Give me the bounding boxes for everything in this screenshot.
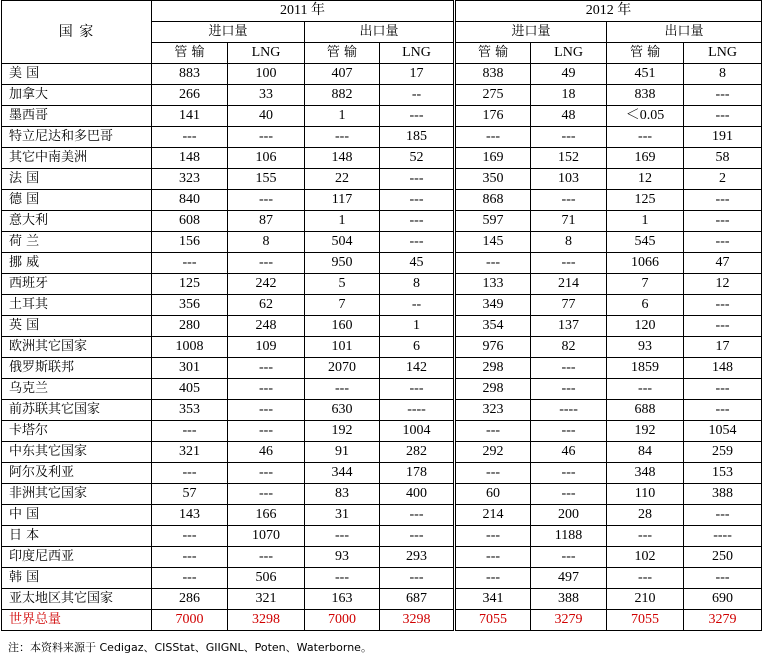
- value-cell: 545: [607, 232, 684, 253]
- country-cell: 其它中南美洲: [2, 148, 152, 169]
- value-cell: 8: [531, 232, 607, 253]
- value-cell: 137: [531, 316, 607, 337]
- table-row: [2, 589, 762, 610]
- value-cell: 200: [531, 505, 607, 526]
- value-cell: ---: [531, 127, 607, 148]
- value-cell: 46: [531, 442, 607, 463]
- header-row-years: [2, 1, 762, 22]
- value-cell: ---: [684, 295, 762, 316]
- table-row: [2, 568, 762, 589]
- table-row: [2, 64, 762, 85]
- import-2012-header: 进口量: [455, 22, 607, 43]
- table-row: [2, 232, 762, 253]
- value-cell: ---: [531, 379, 607, 400]
- value-cell: 141: [152, 106, 228, 127]
- value-cell: ---: [455, 421, 531, 442]
- table-row: [2, 379, 762, 400]
- value-cell: 103: [531, 169, 607, 190]
- table-row: [2, 295, 762, 316]
- country-cell: 韩 国: [2, 568, 152, 589]
- value-cell: ---: [380, 190, 455, 211]
- value-cell: 504: [305, 232, 380, 253]
- value-cell: 5: [305, 274, 380, 295]
- value-cell: ---: [380, 106, 455, 127]
- value-cell: 49: [531, 64, 607, 85]
- value-cell: 160: [305, 316, 380, 337]
- value-cell: 87: [228, 211, 305, 232]
- value-cell: 1004: [380, 421, 455, 442]
- value-cell: ----: [380, 400, 455, 421]
- country-cell: 墨西哥: [2, 106, 152, 127]
- table-row: [2, 421, 762, 442]
- value-cell: 950: [305, 253, 380, 274]
- value-cell: ----: [531, 400, 607, 421]
- country-cell: 阿尔及利亚: [2, 463, 152, 484]
- value-cell: 451: [607, 64, 684, 85]
- value-cell: 152: [531, 148, 607, 169]
- value-cell: ---: [684, 211, 762, 232]
- country-cell: 土耳其: [2, 295, 152, 316]
- value-cell: 71: [531, 211, 607, 232]
- value-cell: 321: [152, 442, 228, 463]
- value-cell: 840: [152, 190, 228, 211]
- value-cell: 1008: [152, 337, 228, 358]
- value-cell: 341: [455, 589, 531, 610]
- value-cell: 323: [455, 400, 531, 421]
- table-row: [2, 505, 762, 526]
- value-cell: 348: [607, 463, 684, 484]
- country-cell: 印度尼西亚: [2, 547, 152, 568]
- value-cell: 91: [305, 442, 380, 463]
- country-cell: 英 国: [2, 316, 152, 337]
- value-cell: 60: [455, 484, 531, 505]
- total-label: 世界总量: [2, 610, 152, 631]
- value-cell: 400: [380, 484, 455, 505]
- gas-trade-table-container: [1, 0, 761, 631]
- value-cell: 2: [684, 169, 762, 190]
- value-cell: ---: [684, 400, 762, 421]
- value-cell: 28: [607, 505, 684, 526]
- value-cell: 192: [305, 421, 380, 442]
- value-cell: 110: [607, 484, 684, 505]
- value-cell: 1054: [684, 421, 762, 442]
- value-cell: 145: [455, 232, 531, 253]
- table-row: [2, 253, 762, 274]
- value-cell: ---: [152, 421, 228, 442]
- value-cell: 52: [380, 148, 455, 169]
- value-cell: 58: [684, 148, 762, 169]
- value-cell: 248: [228, 316, 305, 337]
- total-value-cell: 3279: [684, 610, 762, 631]
- value-cell: 349: [455, 295, 531, 316]
- gas-trade-table: [1, 0, 762, 631]
- value-cell: ---: [228, 400, 305, 421]
- value-cell: 83: [305, 484, 380, 505]
- value-cell: 48: [531, 106, 607, 127]
- table-row: [2, 274, 762, 295]
- value-cell: 156: [152, 232, 228, 253]
- table-row: [2, 442, 762, 463]
- country-cell: 欧洲其它国家: [2, 337, 152, 358]
- value-cell: ---: [531, 253, 607, 274]
- value-cell: 214: [531, 274, 607, 295]
- value-cell: ---: [684, 316, 762, 337]
- value-cell: 688: [607, 400, 684, 421]
- value-cell: 597: [455, 211, 531, 232]
- value-cell: ---: [228, 463, 305, 484]
- value-cell: 353: [152, 400, 228, 421]
- value-cell: 298: [455, 379, 531, 400]
- value-cell: 242: [228, 274, 305, 295]
- value-cell: 12: [684, 274, 762, 295]
- country-cell: 亚太地区其它国家: [2, 589, 152, 610]
- value-cell: 148: [305, 148, 380, 169]
- value-cell: 31: [305, 505, 380, 526]
- lng-header: LNG: [684, 43, 762, 64]
- export-2011-header: 出口量: [305, 22, 455, 43]
- value-cell: --: [380, 295, 455, 316]
- value-cell: 102: [607, 547, 684, 568]
- value-cell: ---: [305, 526, 380, 547]
- pipe-header: 管 输: [455, 43, 531, 64]
- value-cell: ---: [684, 505, 762, 526]
- import-2011-header: 进口量: [152, 22, 305, 43]
- value-cell: 344: [305, 463, 380, 484]
- value-cell: ---: [607, 127, 684, 148]
- value-cell: 321: [228, 589, 305, 610]
- value-cell: 153: [684, 463, 762, 484]
- year-2011-header: 2011 年: [152, 1, 455, 22]
- value-cell: 176: [455, 106, 531, 127]
- pipe-header: 管 输: [305, 43, 380, 64]
- value-cell: ---: [455, 127, 531, 148]
- value-cell: 214: [455, 505, 531, 526]
- value-cell: 17: [684, 337, 762, 358]
- export-2012-header: 出口量: [607, 22, 762, 43]
- country-cell: 法 国: [2, 169, 152, 190]
- value-cell: ---: [380, 169, 455, 190]
- value-cell: 286: [152, 589, 228, 610]
- table-row: [2, 337, 762, 358]
- table-row: [2, 358, 762, 379]
- value-cell: 33: [228, 85, 305, 106]
- value-cell: ---: [152, 547, 228, 568]
- value-cell: 185: [380, 127, 455, 148]
- table-row: [2, 85, 762, 106]
- country-cell: 中 国: [2, 505, 152, 526]
- value-cell: 883: [152, 64, 228, 85]
- value-cell: 407: [305, 64, 380, 85]
- value-cell: 82: [531, 337, 607, 358]
- value-cell: 148: [152, 148, 228, 169]
- value-cell: 46: [228, 442, 305, 463]
- value-cell: ---: [455, 463, 531, 484]
- table-row: [2, 463, 762, 484]
- value-cell: ---: [380, 211, 455, 232]
- value-cell: 45: [380, 253, 455, 274]
- value-cell: 17: [380, 64, 455, 85]
- value-cell: 84: [607, 442, 684, 463]
- value-cell: ---: [684, 568, 762, 589]
- country-cell: 非洲其它国家: [2, 484, 152, 505]
- value-cell: 1: [380, 316, 455, 337]
- value-cell: 57: [152, 484, 228, 505]
- value-cell: 93: [305, 547, 380, 568]
- lng-header: LNG: [228, 43, 305, 64]
- value-cell: ---: [152, 568, 228, 589]
- value-cell: ---: [684, 85, 762, 106]
- value-cell: 687: [380, 589, 455, 610]
- pipe-header: 管 输: [607, 43, 684, 64]
- country-cell: 德 国: [2, 190, 152, 211]
- value-cell: 292: [455, 442, 531, 463]
- country-cell: 挪 威: [2, 253, 152, 274]
- value-cell: 93: [607, 337, 684, 358]
- value-cell: ---: [607, 379, 684, 400]
- country-cell: 美 国: [2, 64, 152, 85]
- value-cell: ---: [684, 379, 762, 400]
- table-row: [2, 169, 762, 190]
- value-cell: ---: [152, 526, 228, 547]
- total-row: [2, 610, 762, 631]
- value-cell: 210: [607, 589, 684, 610]
- value-cell: ---: [380, 526, 455, 547]
- value-cell: ---: [305, 568, 380, 589]
- value-cell: 8: [684, 64, 762, 85]
- value-cell: ---: [531, 484, 607, 505]
- value-cell: 120: [607, 316, 684, 337]
- value-cell: ---: [305, 379, 380, 400]
- table-row: [2, 484, 762, 505]
- value-cell: --: [380, 85, 455, 106]
- value-cell: 143: [152, 505, 228, 526]
- source-note: 注：本资料来源于 Cedigaz、CISStat、GIIGNL、Poten、Waterborne。: [8, 641, 372, 654]
- country-cell: 前苏联其它国家: [2, 400, 152, 421]
- table-row: [2, 190, 762, 211]
- value-cell: 388: [531, 589, 607, 610]
- value-cell: ---: [152, 253, 228, 274]
- value-cell: 259: [684, 442, 762, 463]
- country-cell: 加拿大: [2, 85, 152, 106]
- value-cell: 838: [607, 85, 684, 106]
- value-cell: 280: [152, 316, 228, 337]
- value-cell: 47: [684, 253, 762, 274]
- value-cell: 1: [607, 211, 684, 232]
- value-cell: ---: [380, 568, 455, 589]
- value-cell: 608: [152, 211, 228, 232]
- value-cell: 100: [228, 64, 305, 85]
- value-cell: ---: [684, 106, 762, 127]
- table-row: [2, 127, 762, 148]
- value-cell: ---: [455, 547, 531, 568]
- value-cell: ---: [228, 358, 305, 379]
- pipe-header: 管 输: [152, 43, 228, 64]
- value-cell: 1: [305, 211, 380, 232]
- value-cell: 497: [531, 568, 607, 589]
- value-cell: 354: [455, 316, 531, 337]
- value-cell: 882: [305, 85, 380, 106]
- value-cell: ---: [228, 547, 305, 568]
- value-cell: ---: [455, 253, 531, 274]
- value-cell: 169: [607, 148, 684, 169]
- value-cell: ---: [531, 358, 607, 379]
- value-cell: 405: [152, 379, 228, 400]
- table-row: [2, 526, 762, 547]
- value-cell: 7: [305, 295, 380, 316]
- value-cell: 77: [531, 295, 607, 316]
- value-cell: 250: [684, 547, 762, 568]
- value-cell: 976: [455, 337, 531, 358]
- total-value-cell: 7055: [455, 610, 531, 631]
- value-cell: 109: [228, 337, 305, 358]
- value-cell: ---: [455, 526, 531, 547]
- value-cell: 1188: [531, 526, 607, 547]
- value-cell: ---: [531, 463, 607, 484]
- value-cell: 133: [455, 274, 531, 295]
- value-cell: 1070: [228, 526, 305, 547]
- value-cell: 169: [455, 148, 531, 169]
- year-2012-header: 2012 年: [455, 1, 762, 22]
- value-cell: 293: [380, 547, 455, 568]
- country-cell: 乌克兰: [2, 379, 152, 400]
- country-column-header: 国 家: [2, 1, 152, 64]
- value-cell: 7: [607, 274, 684, 295]
- value-cell: 12: [607, 169, 684, 190]
- value-cell: 323: [152, 169, 228, 190]
- value-cell: 298: [455, 358, 531, 379]
- total-value-cell: 7000: [152, 610, 228, 631]
- value-cell: 282: [380, 442, 455, 463]
- value-cell: ---: [684, 190, 762, 211]
- value-cell: 388: [684, 484, 762, 505]
- total-value-cell: 7000: [305, 610, 380, 631]
- table-row: [2, 547, 762, 568]
- value-cell: 18: [531, 85, 607, 106]
- value-cell: ---: [531, 421, 607, 442]
- value-cell: 6: [380, 337, 455, 358]
- value-cell: ---: [228, 421, 305, 442]
- value-cell: ---: [228, 190, 305, 211]
- value-cell: ---: [228, 484, 305, 505]
- value-cell: 8: [228, 232, 305, 253]
- value-cell: ---: [152, 127, 228, 148]
- lng-header: LNG: [380, 43, 455, 64]
- country-cell: 意大利: [2, 211, 152, 232]
- value-cell: 22: [305, 169, 380, 190]
- table-row: [2, 148, 762, 169]
- country-cell: 中东其它国家: [2, 442, 152, 463]
- value-cell: 148: [684, 358, 762, 379]
- value-cell: ---: [380, 379, 455, 400]
- total-value-cell: 7055: [607, 610, 684, 631]
- value-cell: 301: [152, 358, 228, 379]
- country-cell: 俄罗斯联邦: [2, 358, 152, 379]
- value-cell: 266: [152, 85, 228, 106]
- country-cell: 卡塔尔: [2, 421, 152, 442]
- value-cell: 191: [684, 127, 762, 148]
- value-cell: 192: [607, 421, 684, 442]
- value-cell: 1859: [607, 358, 684, 379]
- value-cell: 506: [228, 568, 305, 589]
- value-cell: 40: [228, 106, 305, 127]
- value-cell: 6: [607, 295, 684, 316]
- value-cell: ---: [228, 253, 305, 274]
- value-cell: ---: [607, 568, 684, 589]
- value-cell: 117: [305, 190, 380, 211]
- value-cell: ＜0.05: [607, 106, 684, 127]
- value-cell: 8: [380, 274, 455, 295]
- value-cell: 1066: [607, 253, 684, 274]
- country-cell: 特立尼达和多巴哥: [2, 127, 152, 148]
- value-cell: 166: [228, 505, 305, 526]
- country-cell: 西班牙: [2, 274, 152, 295]
- lng-header: LNG: [531, 43, 607, 64]
- country-cell: 日 本: [2, 526, 152, 547]
- value-cell: 125: [152, 274, 228, 295]
- value-cell: 178: [380, 463, 455, 484]
- value-cell: ---: [531, 547, 607, 568]
- value-cell: ---: [228, 379, 305, 400]
- table-row: [2, 106, 762, 127]
- value-cell: ---: [380, 505, 455, 526]
- table-row: [2, 211, 762, 232]
- value-cell: ---: [684, 232, 762, 253]
- value-cell: ----: [684, 526, 762, 547]
- value-cell: ---: [531, 190, 607, 211]
- value-cell: 868: [455, 190, 531, 211]
- value-cell: 275: [455, 85, 531, 106]
- value-cell: 356: [152, 295, 228, 316]
- total-value-cell: 3279: [531, 610, 607, 631]
- value-cell: 690: [684, 589, 762, 610]
- value-cell: 106: [228, 148, 305, 169]
- value-cell: ---: [152, 463, 228, 484]
- value-cell: 838: [455, 64, 531, 85]
- value-cell: 350: [455, 169, 531, 190]
- value-cell: 1: [305, 106, 380, 127]
- value-cell: 142: [380, 358, 455, 379]
- table-body: [2, 64, 762, 631]
- value-cell: ---: [228, 127, 305, 148]
- value-cell: 630: [305, 400, 380, 421]
- value-cell: 163: [305, 589, 380, 610]
- country-cell: 荷 兰: [2, 232, 152, 253]
- total-value-cell: 3298: [228, 610, 305, 631]
- total-value-cell: 3298: [380, 610, 455, 631]
- value-cell: ---: [607, 526, 684, 547]
- value-cell: 101: [305, 337, 380, 358]
- table-row: [2, 316, 762, 337]
- value-cell: ---: [380, 232, 455, 253]
- value-cell: 155: [228, 169, 305, 190]
- value-cell: 125: [607, 190, 684, 211]
- value-cell: 62: [228, 295, 305, 316]
- value-cell: ---: [455, 568, 531, 589]
- value-cell: 2070: [305, 358, 380, 379]
- table-row: [2, 400, 762, 421]
- value-cell: ---: [305, 127, 380, 148]
